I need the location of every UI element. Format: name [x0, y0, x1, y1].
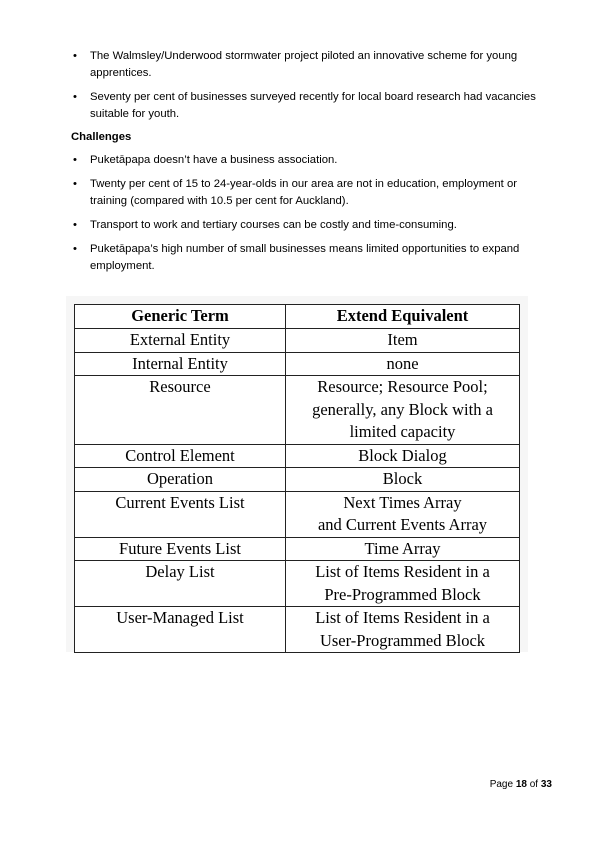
page-content	[71, 48, 551, 282]
generic-term-cell: Operation	[75, 468, 286, 492]
page-footer	[490, 779, 552, 790]
table-row	[75, 491, 520, 537]
cell-line: and Current Events Array	[317, 515, 488, 534]
footer-of: of	[529, 779, 539, 790]
list-item	[71, 241, 551, 275]
terms-table	[74, 304, 520, 653]
cell-line: Time Array	[364, 538, 441, 558]
table-row	[75, 329, 520, 353]
generic-term-cell: User-Managed List	[75, 607, 286, 653]
bullet-text: Twenty per cent of 15 to 24-year-olds in our area are not in education, employment or training (compared with 10.5 per cent for Auckland).	[90, 178, 518, 207]
cell-line: limited capacity	[349, 422, 456, 441]
bullet-icon: •	[73, 91, 77, 103]
bullet-icon: •	[73, 154, 77, 166]
extend-equivalent-cell	[286, 352, 520, 376]
table-row	[75, 352, 520, 376]
cell-line: none	[386, 353, 419, 373]
extend-equivalent-cell	[286, 444, 520, 468]
table-header-row	[75, 305, 520, 329]
total-pages-number: 33	[540, 779, 552, 790]
cell-line: List of Items Resident in a	[315, 608, 490, 627]
table-row	[75, 444, 520, 468]
challenges-list	[71, 152, 551, 275]
list-item	[71, 176, 551, 210]
cell-line: Resource; Resource Pool;	[317, 377, 488, 396]
list-item	[71, 89, 551, 123]
bullet-icon: •	[73, 219, 77, 231]
column-header-generic: Generic Term	[75, 305, 286, 329]
bullet-text: Transport to work and tertiary courses can be costly and time-consuming.	[90, 219, 457, 231]
list-item	[71, 217, 551, 234]
generic-term-cell: Current Events List	[75, 491, 286, 537]
cell-line: List of Items Resident in a	[315, 562, 490, 581]
opportunities-list	[71, 48, 551, 123]
column-header-extend: Extend Equivalent	[286, 305, 520, 329]
cell-line: Pre-Programmed Block	[324, 584, 481, 604]
bullet-text: The Walmsley/Underwood stormwater project piloted an innovative scheme for young apprentices.	[90, 50, 518, 79]
list-item	[71, 48, 551, 82]
table-row	[75, 376, 520, 445]
extend-equivalent-cell	[286, 491, 520, 537]
generic-term-cell: Future Events List	[75, 537, 286, 561]
cell-line: Next Times Array	[343, 492, 462, 512]
cell-line: User-Programmed Block	[319, 630, 486, 650]
cell-line: Block	[382, 469, 423, 488]
generic-term-cell: Resource	[75, 376, 286, 445]
bullet-icon: •	[73, 243, 77, 255]
bullet-text: Puketāpapa’s high number of small businesses means limited opportunities to expand employment.	[90, 243, 520, 272]
generic-term-cell: External Entity	[75, 329, 286, 353]
table-row	[75, 561, 520, 607]
generic-term-cell: Control Element	[75, 444, 286, 468]
extend-equivalent-cell	[286, 607, 520, 653]
extend-equivalent-cell	[286, 561, 520, 607]
extend-equivalent-cell	[286, 537, 520, 561]
bullet-text: Puketāpapa doesn’t have a business association.	[90, 154, 338, 166]
extend-equivalent-cell	[286, 468, 520, 492]
footer-prefix: Page	[489, 779, 514, 790]
current-page-number: 18	[515, 779, 527, 790]
terms-table-figure	[66, 296, 528, 652]
list-item	[71, 152, 551, 169]
bullet-icon: •	[73, 178, 77, 190]
extend-equivalent-cell	[286, 329, 520, 353]
challenges-heading: Challenges	[71, 131, 132, 143]
table-row	[75, 468, 520, 492]
cell-line: Item	[387, 330, 418, 349]
cell-line: generally, any Block with a	[312, 399, 493, 419]
generic-term-cell: Delay List	[75, 561, 286, 607]
table-row	[75, 537, 520, 561]
bullet-text: Seventy per cent of businesses surveyed recently for local board research had vacancies suitable for youth.	[90, 91, 536, 120]
bullet-icon: •	[73, 50, 77, 62]
generic-term-cell: Internal Entity	[75, 352, 286, 376]
cell-line: Block Dialog	[358, 445, 447, 465]
extend-equivalent-cell	[286, 376, 520, 445]
table-row	[75, 607, 520, 653]
